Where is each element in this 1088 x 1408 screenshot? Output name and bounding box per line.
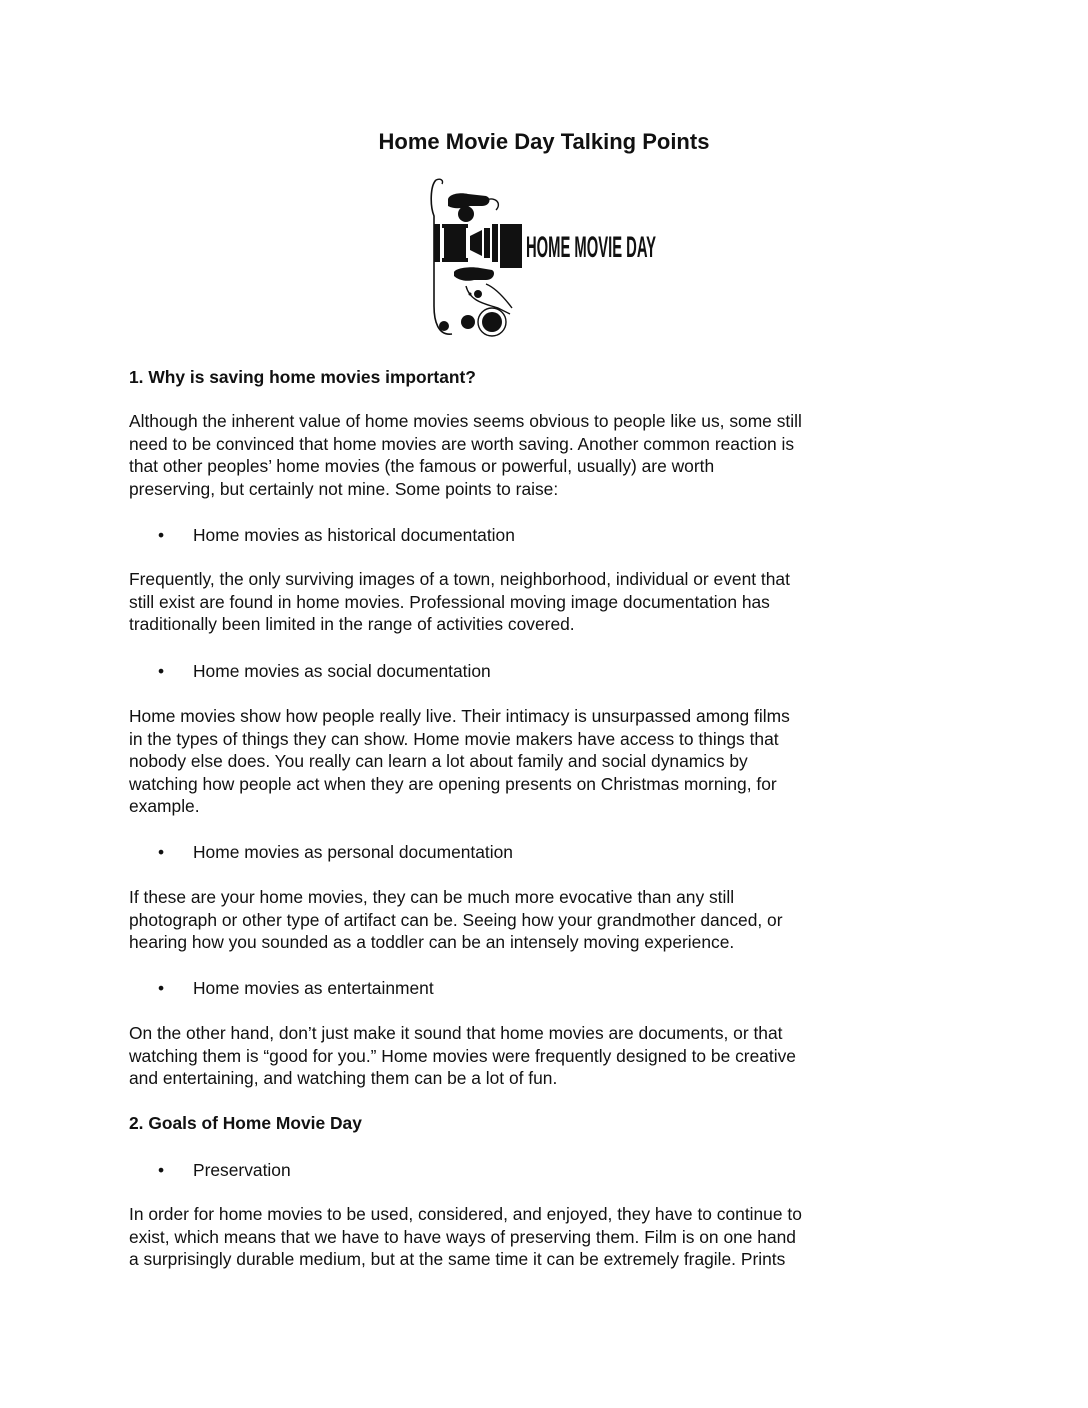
- text-line: Frequently, the only surviving images of a town, neighborhood, individual or event that: [129, 569, 790, 589]
- bullet-label: Home movies as social documentation: [193, 661, 491, 681]
- bullet-label: Preservation: [193, 1160, 291, 1180]
- text-line: exist, which means that we have to have ways of preserving them. Film is on one hand: [129, 1226, 796, 1247]
- paragraph: [129, 1022, 899, 1090]
- bullet-label: Home movies as personal documentation: [193, 842, 513, 862]
- bullet-icon: •: [158, 978, 165, 998]
- text-line: Although the inherent value of home movies seems obvious to people like us, some still: [129, 411, 802, 431]
- section-heading-1: 1. Why is saving home movies important?: [129, 367, 476, 387]
- text-line: and entertaining, and watching them can be a lot of fun.: [129, 1068, 558, 1089]
- text-line: watching how people act when they are opening presents on Christmas morning, for: [129, 773, 777, 794]
- paragraph: [129, 1203, 899, 1271]
- bullet-label: Home movies as entertainment: [193, 978, 434, 998]
- text-line: Home movies show how people really live. Their intimacy is unsurpassed among films: [129, 706, 790, 726]
- text-line: a surprisingly durable medium, but at the same time it can be extremely fragile. Prints: [129, 1249, 786, 1270]
- bullet-label: Home movies as historical documentation: [193, 525, 515, 545]
- text-line: photograph or other type of artifact can be. Seeing how your grandmother danced, or: [129, 909, 783, 930]
- text-line: If these are your home movies, they can be much more evocative than any still: [129, 887, 735, 907]
- text-line: hearing how you sounded as a toddler can be an intensely moving experience.: [129, 932, 735, 953]
- text-line: On the other hand, don’t just make it sound that home movies are documents, or that: [129, 1023, 783, 1043]
- text-line: In order for home movies to be used, considered, and enjoyed, they have to continue to: [129, 1204, 802, 1224]
- text-line: that other peoples’ home movies (the famous or powerful, usually) are worth: [129, 456, 715, 477]
- text-line: preserving, but certainly not mine. Some points to raise:: [129, 478, 559, 499]
- bullet-icon: •: [158, 661, 165, 681]
- section-heading-2: 2. Goals of Home Movie Day: [129, 1113, 362, 1133]
- paragraph: [129, 568, 899, 636]
- text-line: need to be convinced that home movies are worth saving. Another common reaction is: [129, 433, 795, 454]
- text-line: traditionally been limited in the range of activities covered.: [129, 614, 575, 635]
- text-line: watching them is “good for you.” Home movies were frequently designed to be creative: [129, 1045, 796, 1066]
- logo-wordmark: HOME MOVIE DAY: [526, 231, 656, 264]
- text-line: example.: [129, 796, 200, 817]
- text-line: in the types of things they can show. Home movie makers have access to things that: [129, 728, 779, 749]
- bullet-icon: •: [158, 1160, 165, 1180]
- text-line: nobody else does. You really can learn a lot about family and social dynamics by: [129, 751, 748, 772]
- page-title: Home Movie Day Talking Points: [378, 129, 710, 154]
- intro-paragraph: [129, 410, 899, 500]
- film-projector-reel-icon: [426, 176, 666, 340]
- bullet-icon: •: [158, 842, 165, 862]
- paragraph: [129, 886, 899, 954]
- paragraph: [129, 705, 899, 818]
- text-line: still exist are found in home movies. Professional moving image documentation has: [129, 591, 770, 612]
- bullet-icon: •: [158, 525, 165, 545]
